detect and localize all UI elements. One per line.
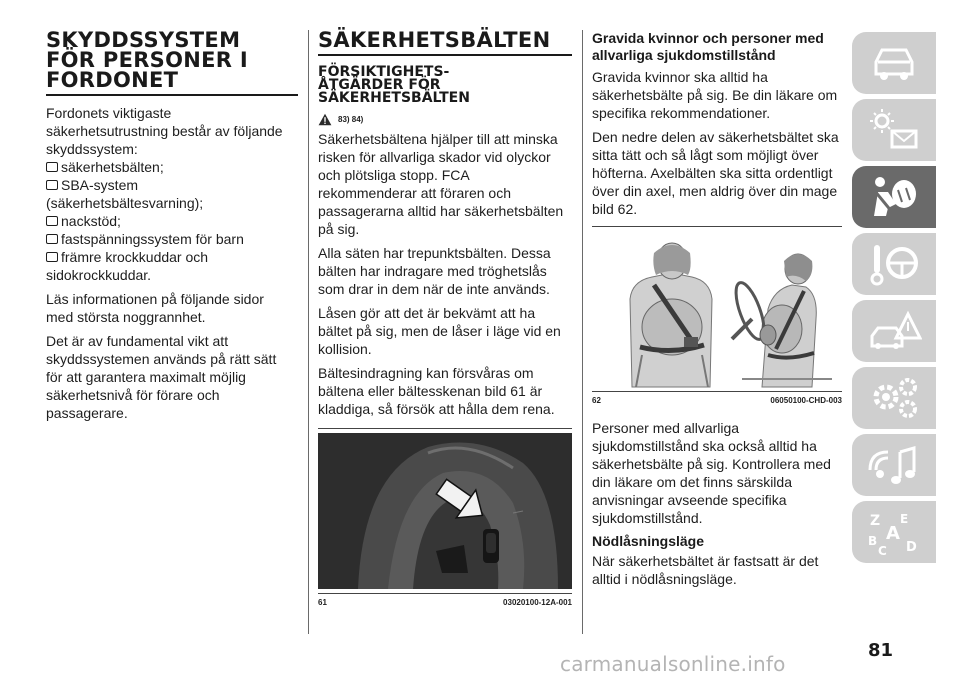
seatbelt-guide-image	[318, 433, 572, 589]
figure-number: 61	[318, 598, 327, 607]
warning-lights-icon	[866, 105, 922, 155]
paragraph: Låsen gör att det är bekvämt att ha bältet på sig, men de låser i läge vid en kollision.	[318, 305, 561, 357]
index-icon	[866, 507, 922, 557]
column-2	[318, 30, 572, 607]
list-item-continuation: (säkerhetsbältesvarning);	[46, 195, 204, 211]
tab-dashboard[interactable]	[852, 32, 936, 94]
checkbox-bullet-icon	[46, 216, 58, 226]
paragraph: Läs informationen på följande sidor med största noggrannhet.	[46, 291, 264, 325]
intro-paragraph: Fordonets viktigaste säkerhetsutrustning består av följande skyddssystem:	[46, 105, 283, 157]
title-rule	[318, 54, 572, 56]
figure-bottom-rule	[318, 593, 572, 594]
subsection-title: FÖRSIKTIGHETS- ÅTGÄRDER FÖR SÄKERHETSBÄLTEN	[318, 64, 470, 106]
steering-key-icon	[866, 239, 922, 289]
paragraph: Det är av fundamental vikt att skyddssystemen används på rätt sätt för att garantera maximalt möjlig säkerhetsnivå för förare och passagerare.	[46, 333, 277, 421]
list-item: säkerhetsbälten;	[46, 158, 298, 176]
list-item: SBA-system	[46, 176, 298, 194]
figure-top-rule	[592, 226, 842, 227]
checkbox-bullet-icon	[46, 234, 58, 244]
list-item-continuation: sidokrockkuddar.	[46, 267, 152, 283]
list-item: fastspänningssystem för barn	[46, 230, 298, 248]
breakdown-icon	[866, 306, 922, 356]
figure-61	[318, 428, 572, 607]
svg-text:A: A	[886, 523, 900, 544]
page-number: 81	[868, 640, 894, 661]
warning-reference	[318, 113, 572, 126]
subheading: Gravida kvinnor och personer med allvarliga sjukdomstillstånd	[592, 30, 824, 63]
system-list	[46, 158, 298, 284]
car-dashboard-icon	[866, 38, 922, 88]
figure-code: 03020100-12A-001	[503, 598, 572, 607]
svg-text:Z: Z	[870, 513, 881, 529]
tab-index[interactable]	[852, 501, 936, 563]
section-title: SKYDDSSYSTEM FÖR PERSONER I FORDONET	[46, 28, 248, 92]
paragraph: Bältesindragning kan försvåras om bältena eller bältesskenan bild 61 är kladdiga, så försök att hålla dem rena.	[318, 365, 555, 417]
figure-caption	[318, 598, 572, 607]
tab-safety[interactable]	[852, 166, 936, 228]
svg-text:D: D	[906, 540, 917, 555]
paragraph: Den nedre delen av säkerhetsbältet ska sitta tätt och så lågt som möjligt över höfterna. Axelbälten ska sitta ordentligt över din axel, men aldrig över din mage bild 62.	[592, 129, 839, 217]
warning-triangle-icon	[318, 113, 332, 126]
figure-62	[592, 226, 842, 405]
service-gears-icon	[866, 373, 922, 423]
paragraph: Personer med allvarliga sjukdomstillstånd ska också alltid ha säkerhetsbälte på sig. Kontrollera med din läkare om det finns särskilda anvisningar avseende specifika sjukdomstillstånd.	[592, 420, 831, 526]
pregnant-seatbelt-illustration	[592, 229, 842, 389]
checkbox-bullet-icon	[46, 180, 58, 190]
chapter-tabs	[852, 32, 936, 568]
multimedia-icon	[866, 440, 922, 490]
subheading: Nödlåsningsläge	[592, 533, 705, 549]
svg-text:B: B	[868, 534, 878, 548]
warning-refs: 83) 84)	[338, 115, 364, 124]
paragraph: Alla säten har trepunktsbälten. Dessa bälten har indragare med tröghetslås som drar in dem när de inte används.	[318, 245, 551, 297]
watermark: carmanualsonline.info	[560, 652, 786, 676]
figure-code: 06050100-CHD-003	[770, 396, 842, 405]
figure-bottom-rule	[592, 391, 842, 392]
section-title: SÄKERHETSBÄLTEN	[318, 28, 551, 52]
column-divider	[582, 30, 583, 634]
column-3	[592, 30, 842, 594]
airbag-icon	[866, 172, 922, 222]
tab-multimedia[interactable]	[852, 434, 936, 496]
checkbox-bullet-icon	[46, 252, 58, 262]
svg-text:C: C	[878, 544, 887, 557]
list-item: främre krockkuddar och	[46, 248, 298, 266]
figure-top-rule	[318, 428, 572, 429]
checkbox-bullet-icon	[46, 162, 58, 172]
list-item: nackstöd;	[46, 212, 298, 230]
tab-service[interactable]	[852, 367, 936, 429]
column-1	[46, 30, 298, 428]
paragraph: Säkerhetsbältena hjälper till att minska risken för allvarliga skador vid olyckor och plötsliga stopp. FCA rekommenderar att föraren och passagerarna alltid har säkerhetsbälten på sig.	[318, 131, 564, 237]
tab-start-drive[interactable]	[852, 233, 936, 295]
tab-emergency[interactable]	[852, 300, 936, 362]
svg-text:E: E	[900, 512, 909, 526]
tab-warning-lights[interactable]	[852, 99, 936, 161]
title-rule	[46, 94, 298, 96]
figure-caption	[592, 396, 842, 405]
paragraph: Gravida kvinnor ska alltid ha säkerhetsbälte på sig. Be din läkare om specifika rekommendationer.	[592, 69, 838, 121]
paragraph: När säkerhetsbältet är fastsatt är det alltid i nödlåsningsläge.	[592, 553, 819, 587]
column-divider	[308, 30, 309, 634]
figure-number: 62	[592, 396, 601, 405]
